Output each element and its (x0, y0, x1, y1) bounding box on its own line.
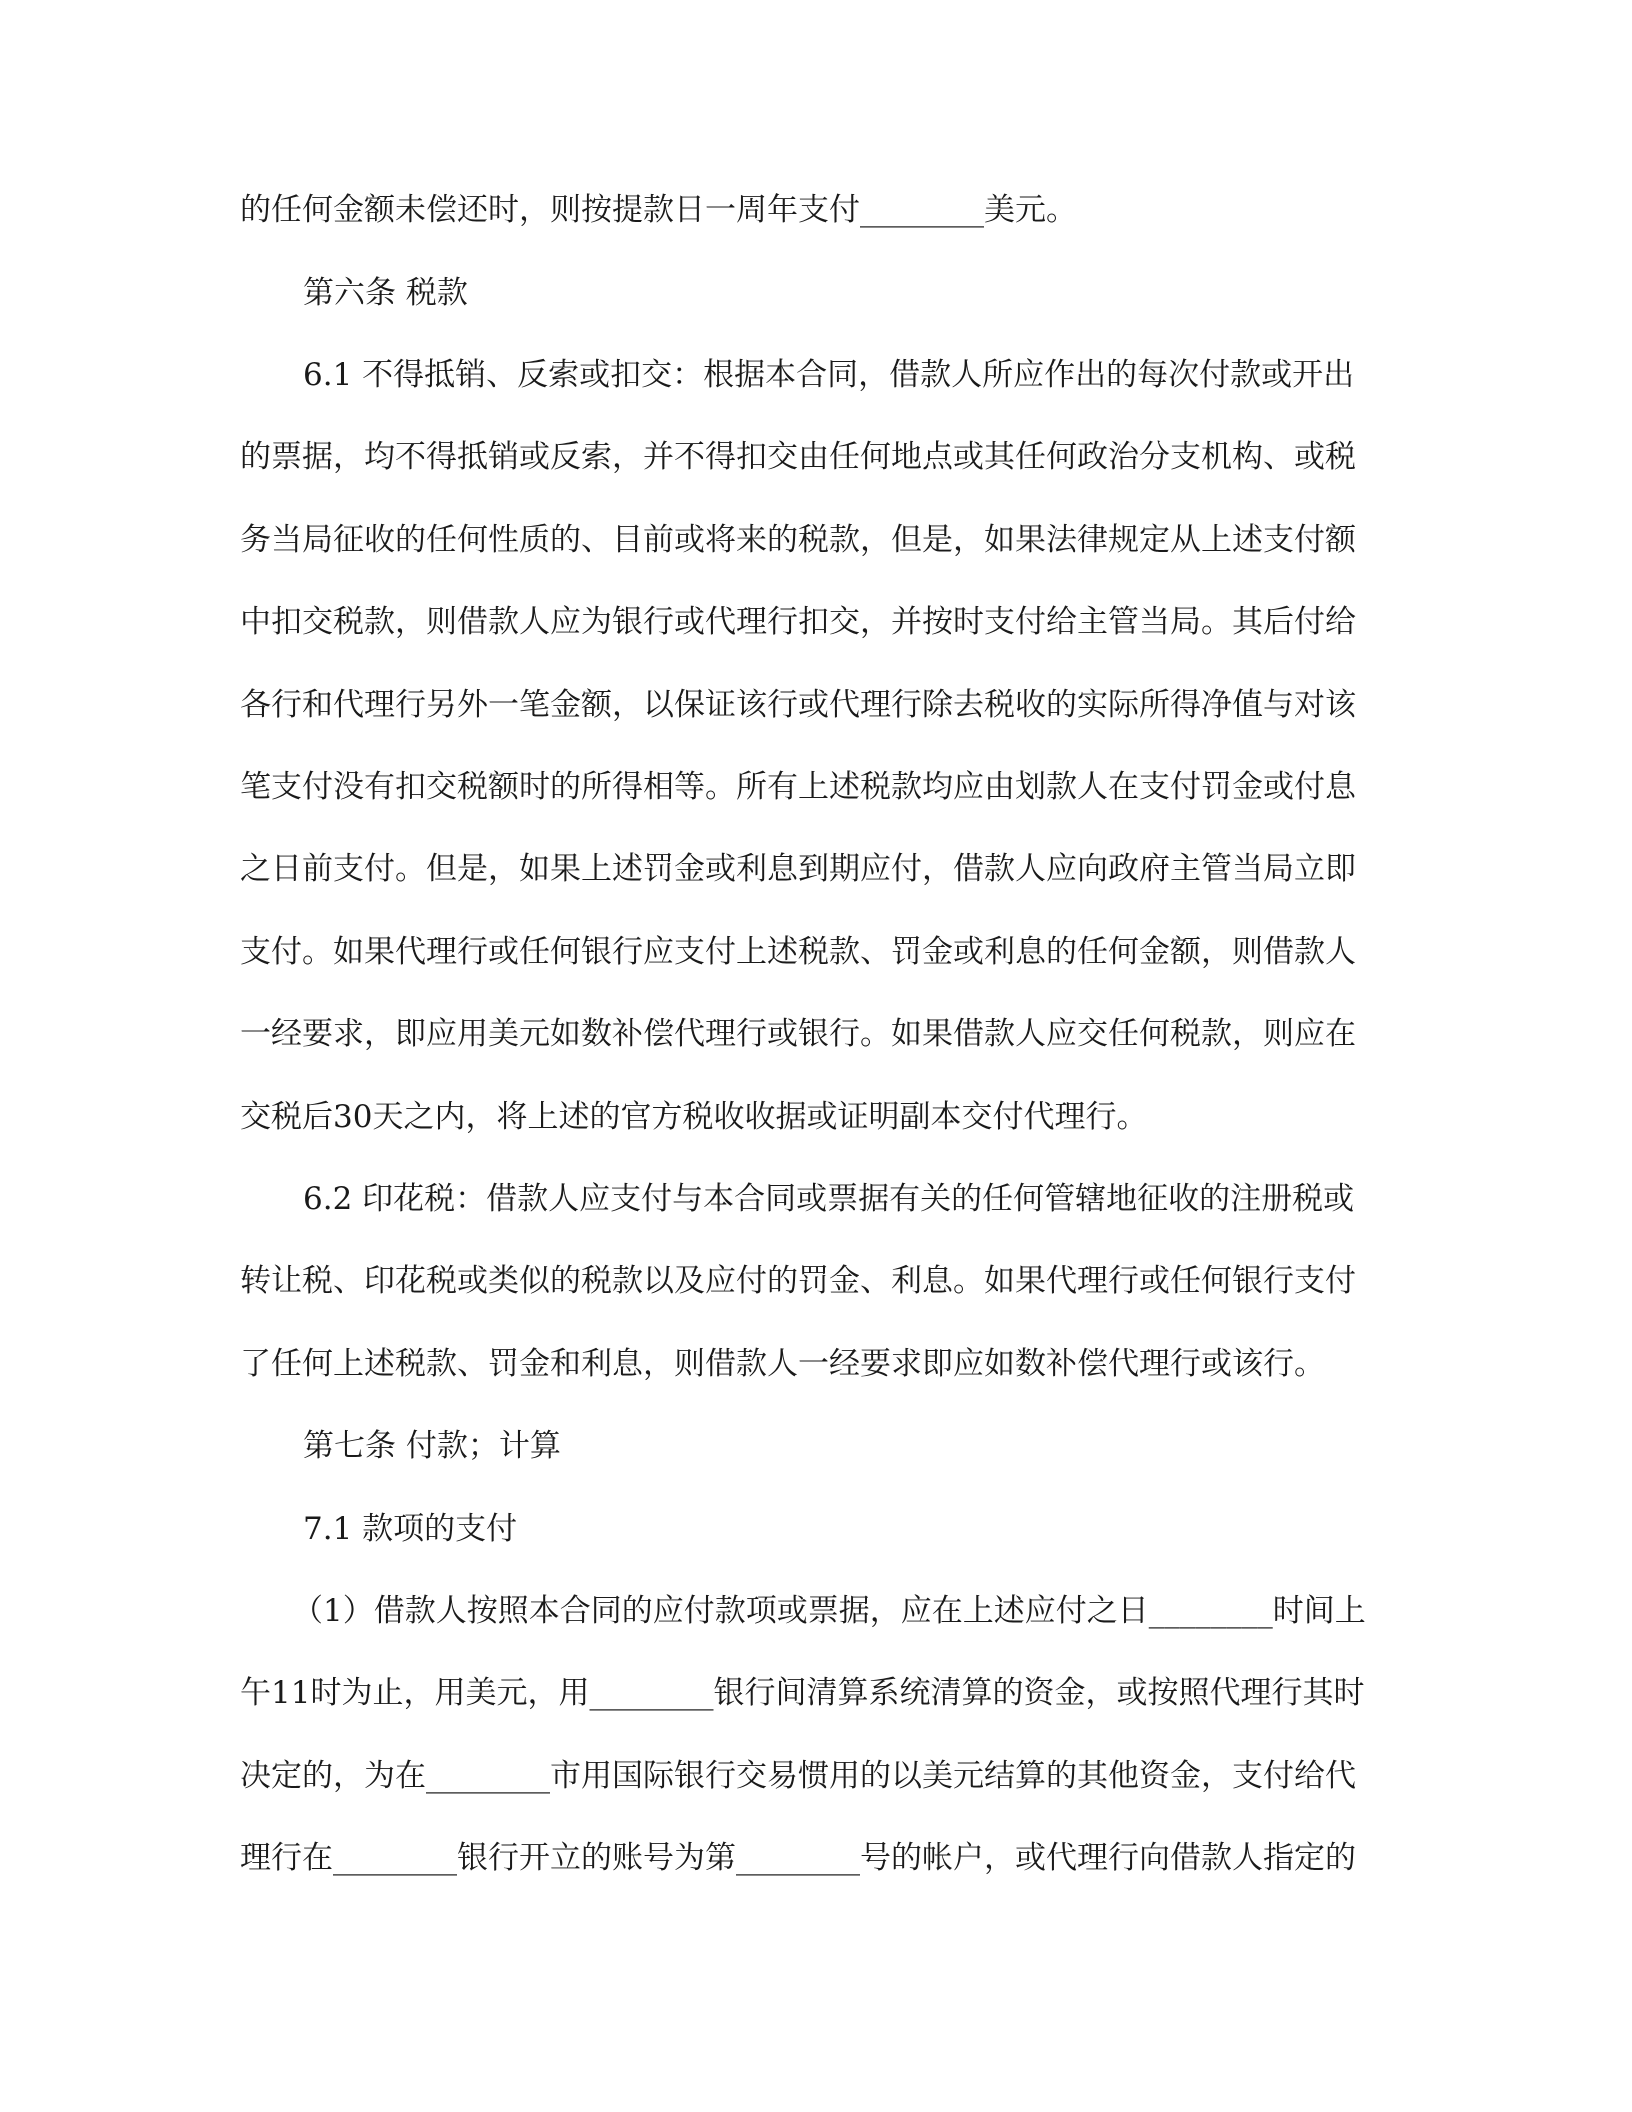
text-line: 转让税、印花税或类似的税款以及应付的罚金、利息。如果代理行或任何银行支付 (240, 1263, 1356, 1299)
text-line: 6.2 印花税：借款人应支付与本合同或票据有关的任何管辖地征收的注册税或 (303, 1181, 1355, 1217)
text-line: 了任何上述税款、罚金和利息，则借款人一经要求即应如数补偿代理行或该行。 (240, 1346, 1325, 1382)
section-heading: 第六条 税款 (303, 275, 468, 311)
subsection-heading: 7.1 款项的支付 (303, 1511, 518, 1547)
text-line: 支付。如果代理行或任何银行应支付上述税款、罚金或利息的任何金额，则借款人 (240, 934, 1356, 970)
text-line: 之日前支付。但是，如果上述罚金或利息到期应付，借款人应向政府主管当局立即 (240, 851, 1356, 887)
text-line: 决定的，为在________市用国际银行交易惯用的以美元结算的其他资金，支付给代 (240, 1758, 1356, 1794)
text-line: 理行在________银行开立的账号为第________号的帐户，或代理行向借款人指定的 (240, 1840, 1356, 1876)
text-line: 的任何金额未偿还时，则按提款日一周年支付________美元。 (240, 192, 1077, 228)
text-line: 的票据，均不得抵销或反索，并不得扣交由任何地点或其任何政治分支机构、或税 (240, 439, 1356, 475)
text-line: 务当局征收的任何性质的、目前或将来的税款，但是，如果法律规定从上述支付额 (240, 522, 1356, 558)
text-line: 一经要求，即应用美元如数补偿代理行或银行。如果借款人应交任何税款，则应在 (240, 1016, 1356, 1052)
text-line: 午11时为止，用美元，用________银行间清算系统清算的资金，或按照代理行其时 (240, 1675, 1365, 1711)
text-line: 交税后30天之内，将上述的官方税收收据或证明副本交付代理行。 (240, 1099, 1148, 1135)
text-line: （1）借款人按照本合同的应付款项或票据，应在上述应付之日________时间上 (292, 1593, 1366, 1629)
section-heading: 第七条 付款；计算 (303, 1428, 561, 1464)
text-line: 6.1 不得抵销、反索或扣交：根据本合同，借款人所应作出的每次付款或开出 (303, 357, 1355, 393)
text-line: 各行和代理行另外一笔金额，以保证该行或代理行除去税收的实际所得净值与对该 (240, 687, 1356, 723)
text-line: 笔支付没有扣交税额时的所得相等。所有上述税款均应由划款人在支付罚金或付息 (240, 769, 1356, 805)
text-line: 中扣交税款，则借款人应为银行或代理行扣交，并按时支付给主管当局。其后付给 (240, 604, 1356, 640)
